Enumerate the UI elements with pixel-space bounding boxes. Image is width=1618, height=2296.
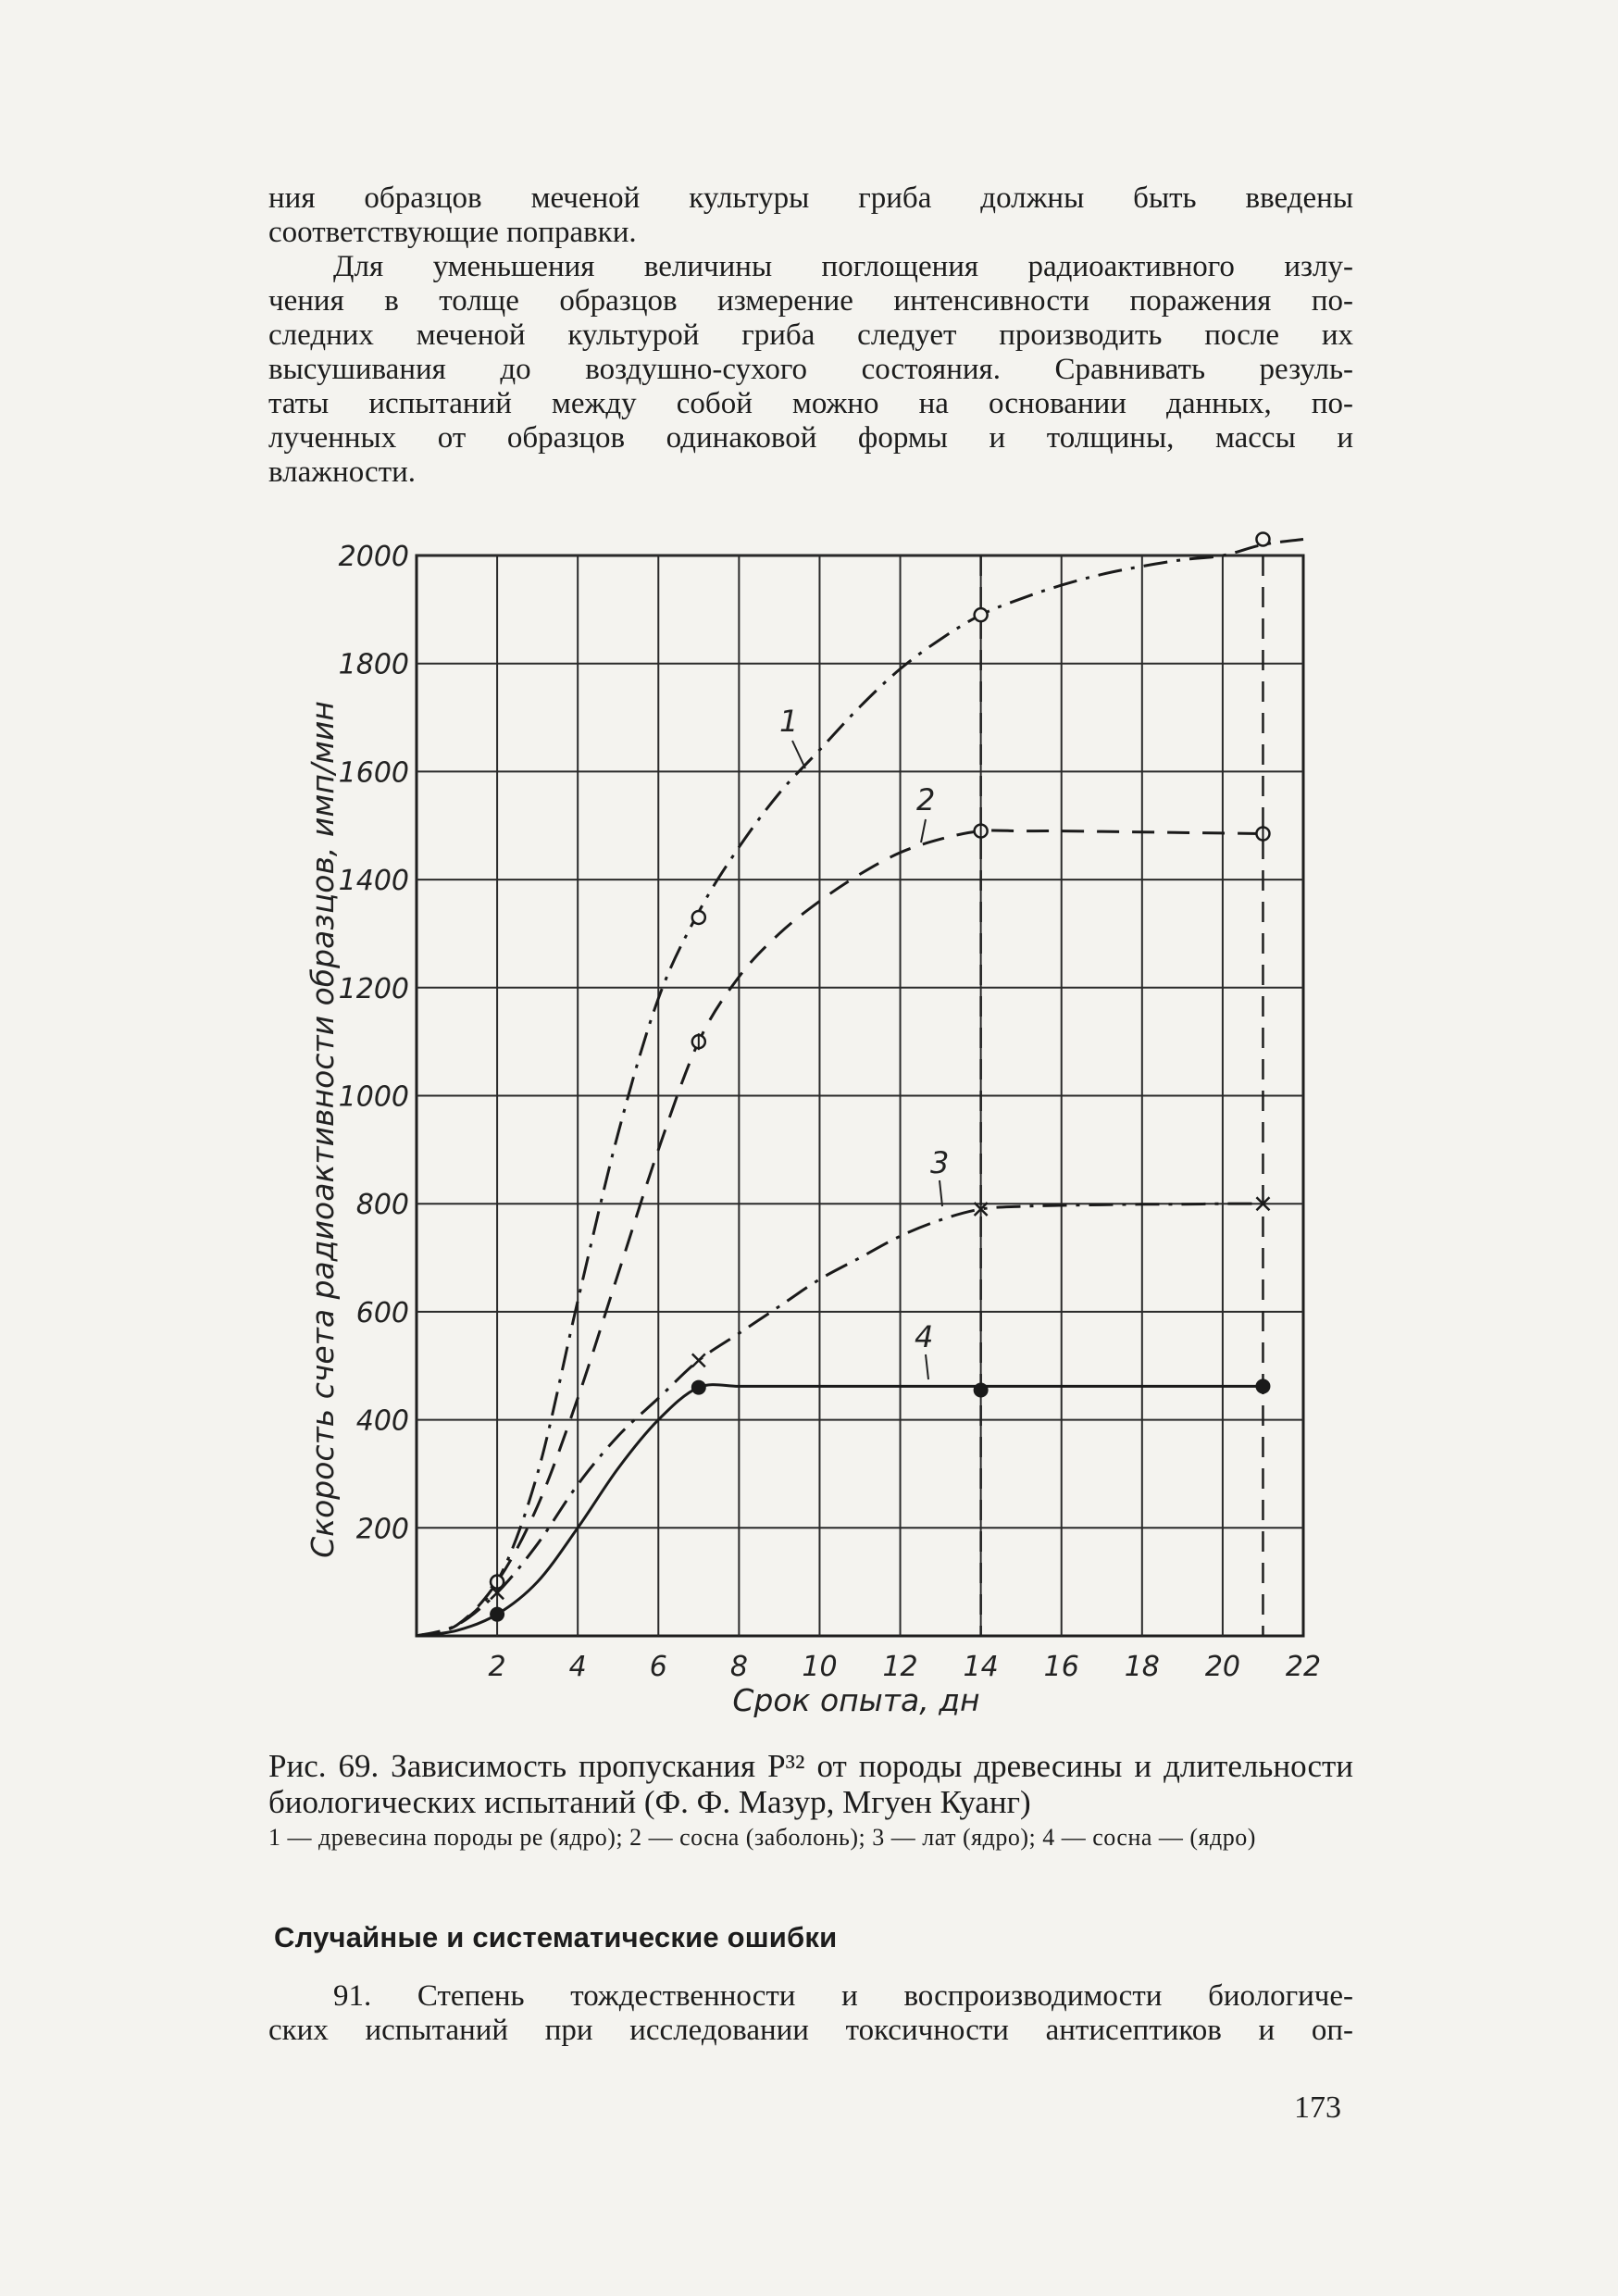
x-tick-label: 2 bbox=[488, 1651, 506, 1683]
chart-tick-labels bbox=[339, 541, 1321, 1683]
x-tick-label: 20 bbox=[1204, 1651, 1241, 1683]
section-text-block bbox=[268, 1979, 1353, 2048]
x-tick-label: 8 bbox=[729, 1651, 748, 1683]
x-tick-label: 16 bbox=[1043, 1651, 1079, 1683]
text-line: высушивания до воздушно-сухого состояния. Сравнивать резуль- bbox=[268, 353, 1353, 386]
chart-markers bbox=[491, 532, 1269, 1620]
series-line-1 bbox=[417, 539, 1303, 1636]
series-leader-3 bbox=[940, 1180, 942, 1206]
data-point-1 bbox=[975, 608, 988, 621]
text-line: 91. Степень тождественности и воспроизводимости биологиче- bbox=[333, 1979, 1353, 2013]
data-point-4 bbox=[1256, 1379, 1269, 1392]
caption-main: Рис. 69. Зависимость пропускания P³² от породы древесины и длительности биологических испытаний (Ф. Ф. Мазур, Мгуен Куанг) bbox=[268, 1748, 1353, 1820]
page-number: 173 bbox=[1294, 2090, 1341, 2125]
figure-caption bbox=[268, 1748, 1353, 1852]
series-label-2: 2 bbox=[916, 782, 936, 817]
y-tick-label: 200 bbox=[355, 1513, 409, 1546]
data-point-3 bbox=[692, 1354, 705, 1366]
y-tick-label: 1400 bbox=[338, 865, 409, 898]
caption-legend: 1 — древесина породы ре (ядро); 2 — сосна (заболонь); 3 — лат (ядро); 4 — сосна — (ядро) bbox=[268, 1824, 1256, 1851]
x-tick-label: 14 bbox=[963, 1651, 999, 1683]
series-label-3: 3 bbox=[930, 1145, 950, 1180]
y-tick-label: 1000 bbox=[338, 1080, 409, 1114]
text-line: соответствующие поправки. bbox=[268, 216, 637, 249]
y-tick-label: 800 bbox=[355, 1189, 409, 1222]
data-point-1 bbox=[1256, 532, 1269, 545]
text-line: таты испытаний между собой можно на основании данных, по- bbox=[268, 387, 1353, 420]
series-leader-2 bbox=[921, 819, 926, 842]
x-axis-title: Срок опыта, дн bbox=[732, 1682, 980, 1718]
y-tick-label: 1800 bbox=[338, 648, 409, 681]
x-tick-label: 6 bbox=[649, 1651, 667, 1683]
y-tick-label: 600 bbox=[355, 1296, 409, 1329]
x-tick-label: 22 bbox=[1285, 1651, 1322, 1683]
y-axis-title: Скорость счета радиоактивности образцов, имп/мин bbox=[305, 701, 341, 1558]
x-tick-label: 10 bbox=[802, 1651, 838, 1683]
x-tick-label: 18 bbox=[1124, 1651, 1160, 1683]
series-leader-1 bbox=[792, 741, 805, 768]
text-line: влажности. bbox=[268, 455, 417, 489]
data-point-4 bbox=[975, 1384, 988, 1397]
series-line-4 bbox=[417, 1385, 1263, 1636]
series-label-4: 4 bbox=[915, 1319, 934, 1354]
y-tick-label: 2000 bbox=[338, 541, 409, 573]
data-point-1 bbox=[692, 911, 705, 924]
y-tick-label: 1600 bbox=[338, 756, 409, 790]
text-line: лученных от образцов одинаковой формы и толщины, массы и bbox=[268, 421, 1353, 455]
y-tick-label: 1200 bbox=[338, 972, 409, 1005]
text-line: чения в толще образцов измерение интенсивности поражения по- bbox=[268, 284, 1353, 318]
text-line: ния образцов меченой культуры гриба должны быть введены bbox=[268, 181, 1353, 215]
chart-curves bbox=[417, 539, 1303, 1636]
y-tick-label: 400 bbox=[355, 1404, 409, 1438]
x-tick-label: 12 bbox=[882, 1651, 918, 1683]
series-leader-4 bbox=[926, 1354, 928, 1379]
section-heading: Случайные и систематические ошибки bbox=[274, 1921, 838, 1953]
text-line: ских испытаний при исследовании токсичности антисептиков и оп- bbox=[268, 2014, 1353, 2047]
data-point-4 bbox=[491, 1608, 504, 1621]
text-line: следних меченой культурой гриба следует производить после их bbox=[268, 318, 1353, 352]
series-line-2 bbox=[417, 830, 1263, 1636]
data-point-4 bbox=[692, 1381, 705, 1394]
series-label-1: 1 bbox=[779, 704, 799, 739]
x-tick-label: 4 bbox=[568, 1651, 587, 1683]
text-line: Для уменьшения величины поглощения радиоактивного излу- bbox=[333, 250, 1353, 283]
